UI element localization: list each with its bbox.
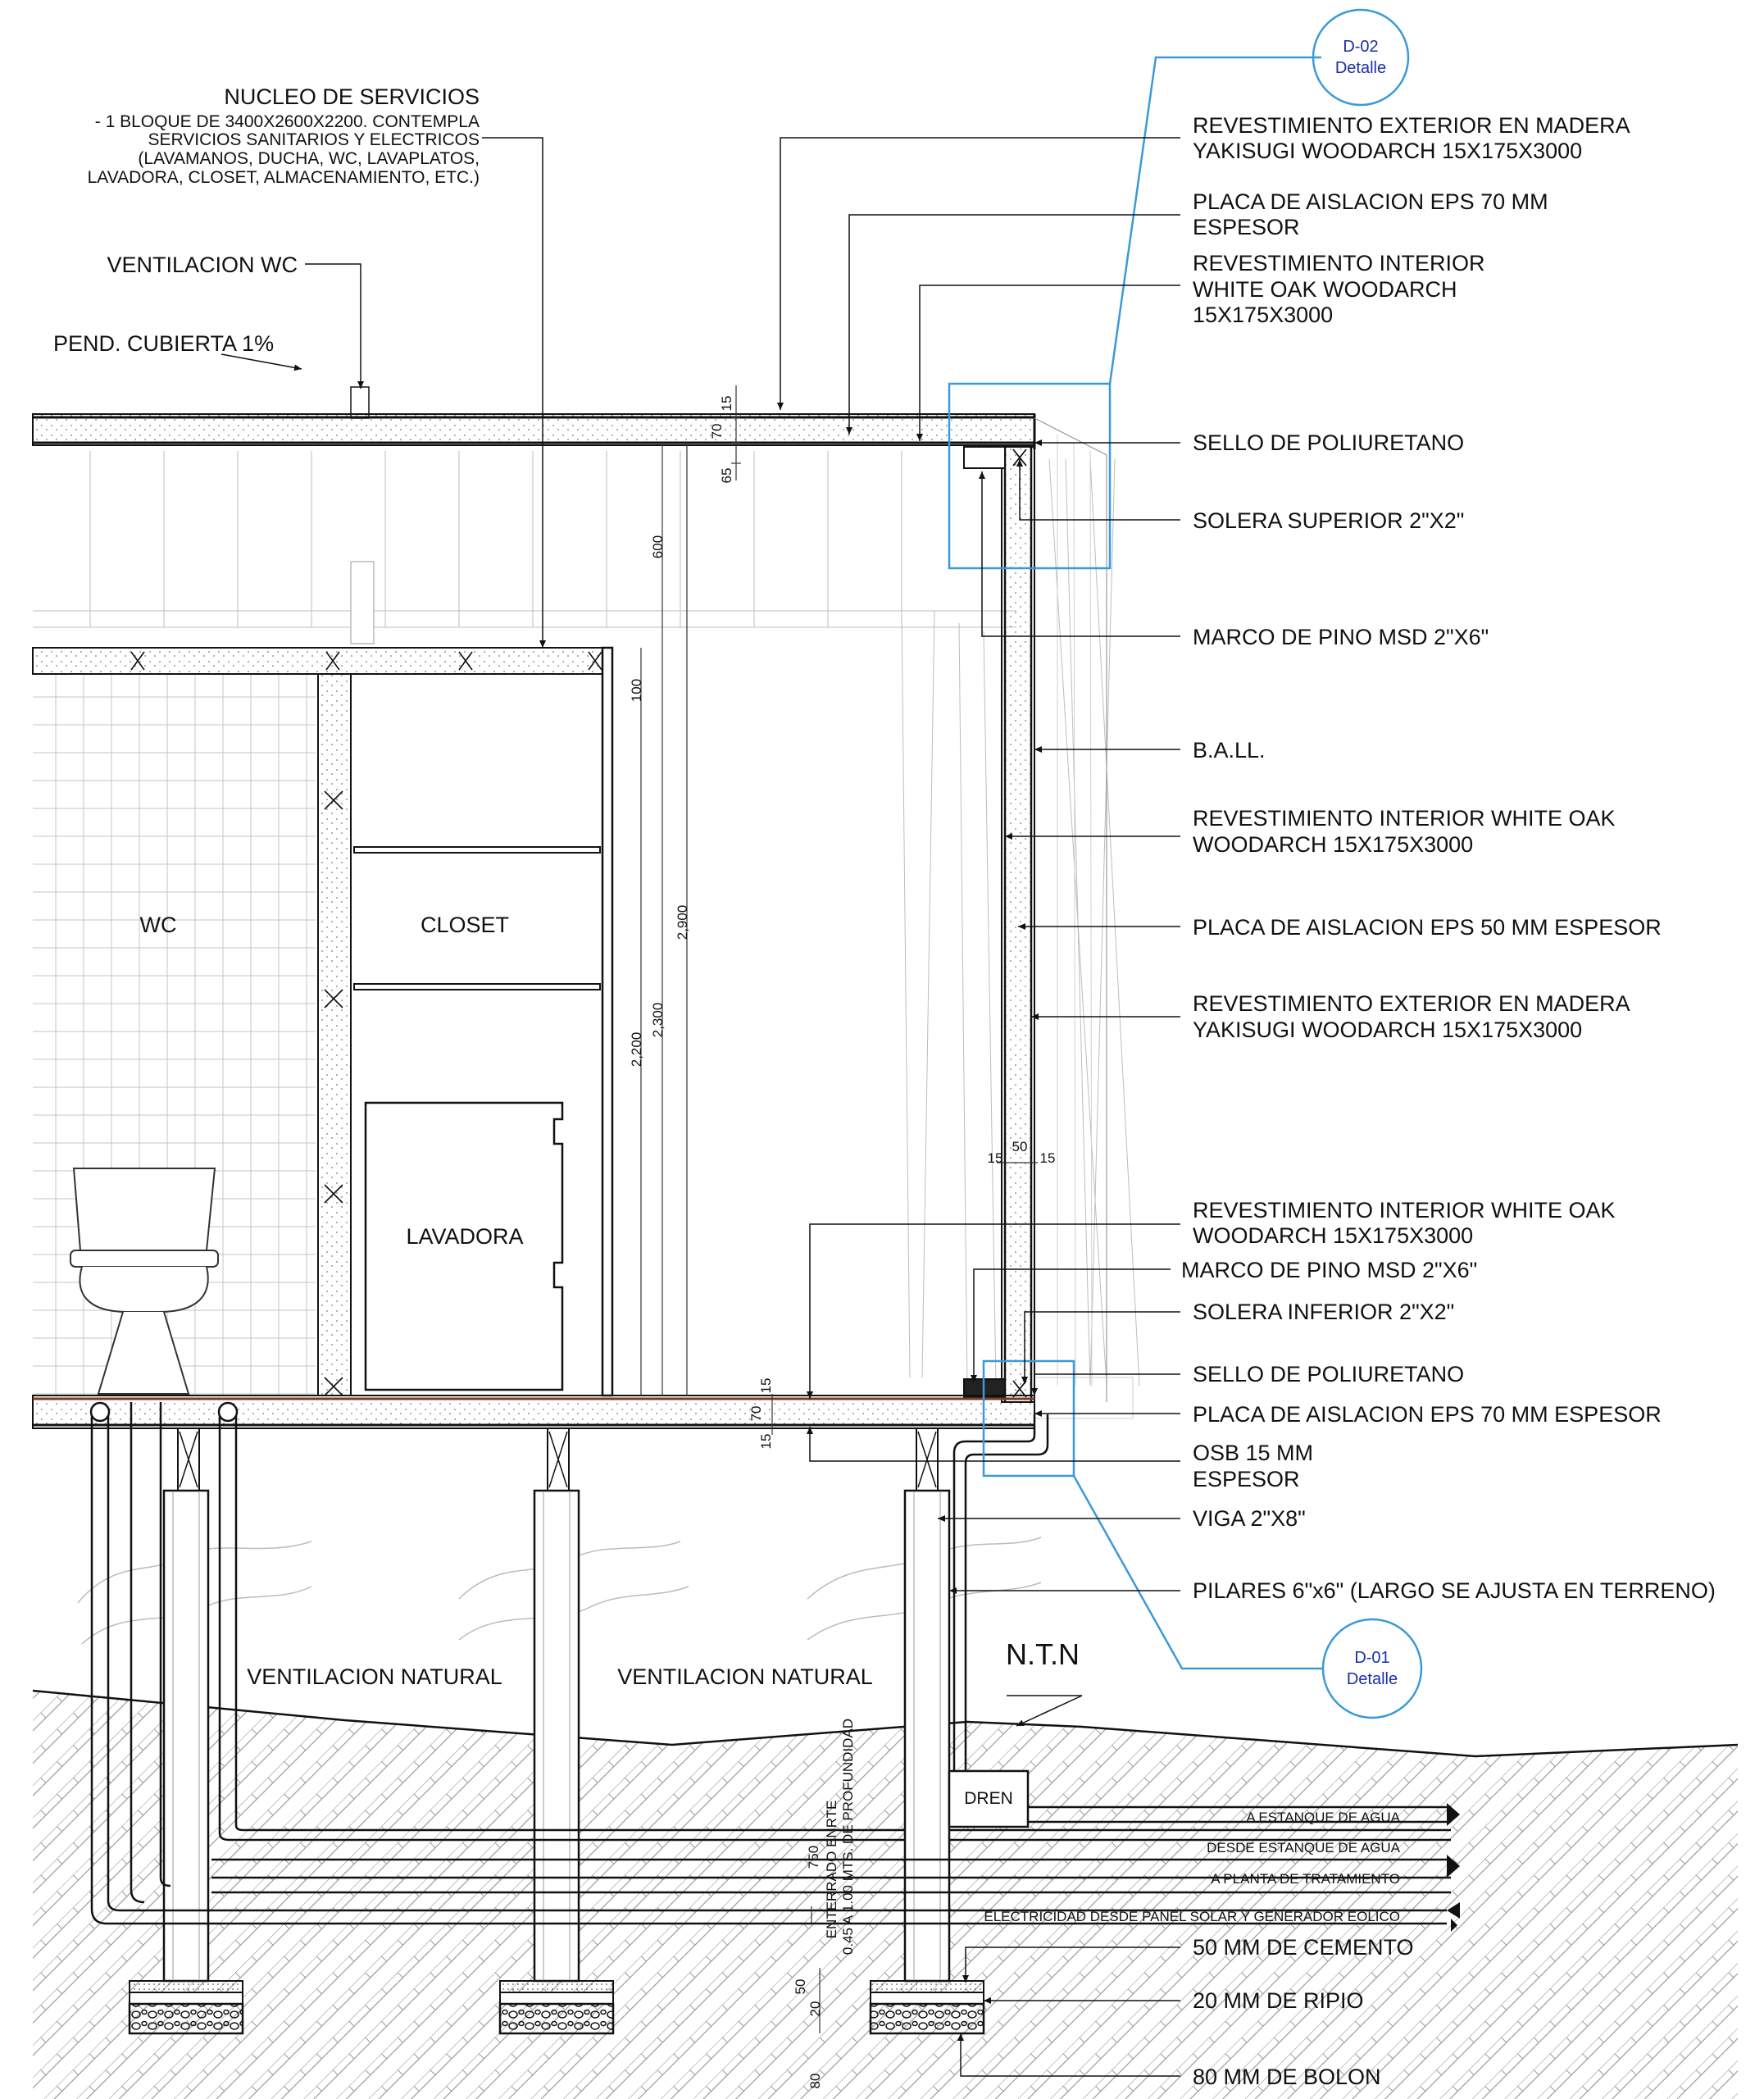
- dim-2300: 2,300: [650, 1002, 666, 1038]
- svg-text:WOODARCH 15X175X3000: WOODARCH 15X175X3000: [1193, 832, 1474, 857]
- annotation-eps-70-floor: PLACA DE AISLACION EPS 70 MM ESPESOR: [1193, 1402, 1662, 1427]
- svg-text:750: 750: [806, 1845, 821, 1869]
- annotation-gravel: 20 MM DE RIPIO: [1193, 1988, 1364, 2013]
- callout-d02-ring[interactable]: [1313, 10, 1408, 105]
- annotation-exterior-cladding-roof: [1193, 113, 1630, 163]
- svg-text:REVESTIMIENTO INTERIOR WHITE O: REVESTIMIENTO INTERIOR WHITE OAK: [1193, 1198, 1616, 1223]
- dim-roof-65: 65: [719, 467, 734, 484]
- annotation-eps-50-wall: PLACA DE AISLACION EPS 50 MM ESPESOR: [1193, 915, 1662, 940]
- annotation-top-plate: SOLERA SUPERIOR 2"X2": [1193, 508, 1465, 533]
- pipe-label-to-tank: A ESTANQUE DE AGUA: [1246, 1810, 1400, 1825]
- pipe-label-treatment: A PLANTA DE TRATAMIENTO: [1211, 1871, 1400, 1887]
- annotation-boulders: 80 MM DE BOLON: [1193, 2065, 1381, 2089]
- annotation-eps-70-roof: [1193, 189, 1548, 239]
- annotation-beam: VIGA 2"X8": [1193, 1506, 1306, 1531]
- annotation-pillars: PILARES 6"x6" (LARGO SE AJUSTA EN TERRENO): [1193, 1578, 1716, 1603]
- svg-text:ESPESOR: ESPESOR: [1193, 215, 1300, 239]
- annotation-pine-frame-top: MARCO DE PINO MSD 2"X6": [1193, 625, 1489, 649]
- annotation-pine-frame-bottom: MARCO DE PINO MSD 2"X6": [1181, 1258, 1478, 1282]
- svg-text:15X175X3000: 15X175X3000: [1193, 303, 1334, 327]
- svg-text:REVESTIMIENTO EXTERIOR EN MADE: REVESTIMIENTO EXTERIOR EN MADERA: [1193, 113, 1630, 138]
- dim-found-50: 50: [793, 1978, 808, 1995]
- annotation-polyurethane-seal-top: SELLO DE POLIURETANO: [1193, 430, 1465, 455]
- services-core-title: NUCLEO DE SERVICIOS: [224, 84, 480, 109]
- svg-text:REVESTIMIENTO INTERIOR WHITE O: REVESTIMIENTO INTERIOR WHITE OAK: [1193, 806, 1616, 831]
- roof-slope-label: PEND. CUBIERTA 1%: [53, 331, 275, 356]
- callout-d01-ring[interactable]: [1323, 1619, 1421, 1718]
- svg-text:ESPESOR: ESPESOR: [1193, 1467, 1300, 1491]
- ventilation-wc-label: VENTILACION WC: [107, 253, 298, 277]
- drain-box: [949, 1771, 1028, 1827]
- annotation-ball: B.A.LL.: [1193, 738, 1266, 763]
- svg-text:YAKISUGI WOODARCH 15X175X3000: YAKISUGI WOODARCH 15X175X3000: [1193, 139, 1583, 163]
- room-label-washer: LAVADORA: [406, 1224, 524, 1249]
- dim-roof-15: 15: [719, 395, 734, 412]
- svg-text:YAKISUGI WOODARCH 15X175X3000: YAKISUGI WOODARCH 15X175X3000: [1193, 1018, 1583, 1042]
- room-label-wc: WC: [139, 913, 177, 937]
- dim-2900: 2,900: [675, 904, 690, 940]
- dim-roof-70: 70: [709, 423, 725, 439]
- annotation-exterior-cladding-wall: [1193, 991, 1630, 1042]
- annotation-interior-cladding-floor: [1193, 1198, 1616, 1248]
- annotation-osb: [1193, 1441, 1313, 1491]
- vent-natural-right-label: VENTILACION NATURAL: [617, 1664, 873, 1689]
- dim-100: 100: [629, 678, 644, 703]
- callout-d01-label: Detalle: [1346, 1670, 1398, 1688]
- callout-d02-code: D-02: [1343, 38, 1379, 56]
- svg-text:REVESTIMIENTO INTERIOR: REVESTIMIENTO INTERIOR: [1193, 251, 1485, 275]
- pipe-label-electricity: ELECTRICIDAD DESDE PANEL SOLAR Y GENERADOR EOLICO: [984, 1909, 1400, 1924]
- vent-natural-left-label: VENTILACION NATURAL: [247, 1664, 502, 1689]
- services-core-line-4: LAVADORA, CLOSET, ALMACENAMIENTO, ETC.): [87, 168, 480, 187]
- dim-found-20: 20: [807, 2001, 823, 2017]
- ground-section: [33, 1691, 1738, 2099]
- annotation-interior-cladding-wall: [1193, 806, 1616, 857]
- callout-d01-code: D-01: [1354, 1649, 1390, 1667]
- drain-label: DREN: [964, 1789, 1013, 1808]
- pipe-label-from-tank: DESDE ESTANQUE DE AGUA: [1207, 1840, 1400, 1855]
- services-core-line-1: - 1 BLOQUE DE 3400X2600X2200. CONTEMPLA: [94, 112, 480, 131]
- callout-d02-label: Detalle: [1334, 59, 1387, 77]
- svg-text:0.45 A 1.00 MTS. DE PROFUNDIDA: 0.45 A 1.00 MTS. DE PROFUNDIDAD: [840, 1718, 856, 1956]
- svg-text:PLACA DE AISLACION EPS 70 MM: PLACA DE AISLACION EPS 70 MM: [1193, 189, 1548, 214]
- dim-wall-15a: 15: [987, 1150, 1003, 1166]
- dim-found-80: 80: [807, 2073, 823, 2089]
- svg-text:ENTERRADO ENRTE: ENTERRADO ENRTE: [824, 1800, 839, 1939]
- dim-floor-15b: 15: [758, 1433, 774, 1450]
- floor-assembly: [33, 1396, 1034, 1428]
- dim-floor-15a: 15: [758, 1377, 774, 1394]
- services-core-line-2: SERVICIOS SANITARIOS Y ELECTRICOS: [148, 130, 480, 149]
- ground-level-label: N.T.N: [1006, 1637, 1080, 1671]
- dim-wall-50: 50: [1012, 1139, 1028, 1154]
- annotation-interior-cladding-roof: [1193, 251, 1485, 327]
- dim-wall-15b: 15: [1039, 1150, 1056, 1166]
- annotation-bottom-plate: SOLERA INFERIOR 2"X2": [1193, 1300, 1455, 1324]
- svg-text:OSB 15 MM: OSB 15 MM: [1193, 1441, 1314, 1465]
- roof-assembly: [33, 414, 1034, 449]
- services-core-note: [88, 84, 480, 187]
- annotation-cement: 50 MM DE CEMENTO: [1193, 1935, 1414, 1960]
- dim-600: 600: [650, 535, 666, 559]
- services-core-line-3: (LAVAMANOS, DUCHA, WC, LAVAPLATOS,: [138, 149, 480, 168]
- dim-floor-70: 70: [748, 1405, 764, 1422]
- room-label-closet: CLOSET: [420, 913, 510, 937]
- svg-text:WHITE OAK WOODARCH: WHITE OAK WOODARCH: [1193, 277, 1457, 302]
- annotation-polyurethane-seal-bottom: SELLO DE POLIURETANO: [1193, 1362, 1465, 1386]
- svg-text:REVESTIMIENTO EXTERIOR EN MADE: REVESTIMIENTO EXTERIOR EN MADERA: [1193, 991, 1630, 1016]
- dim-2200: 2,200: [629, 1031, 644, 1068]
- svg-text:WOODARCH 15X175X3000: WOODARCH 15X175X3000: [1193, 1223, 1474, 1248]
